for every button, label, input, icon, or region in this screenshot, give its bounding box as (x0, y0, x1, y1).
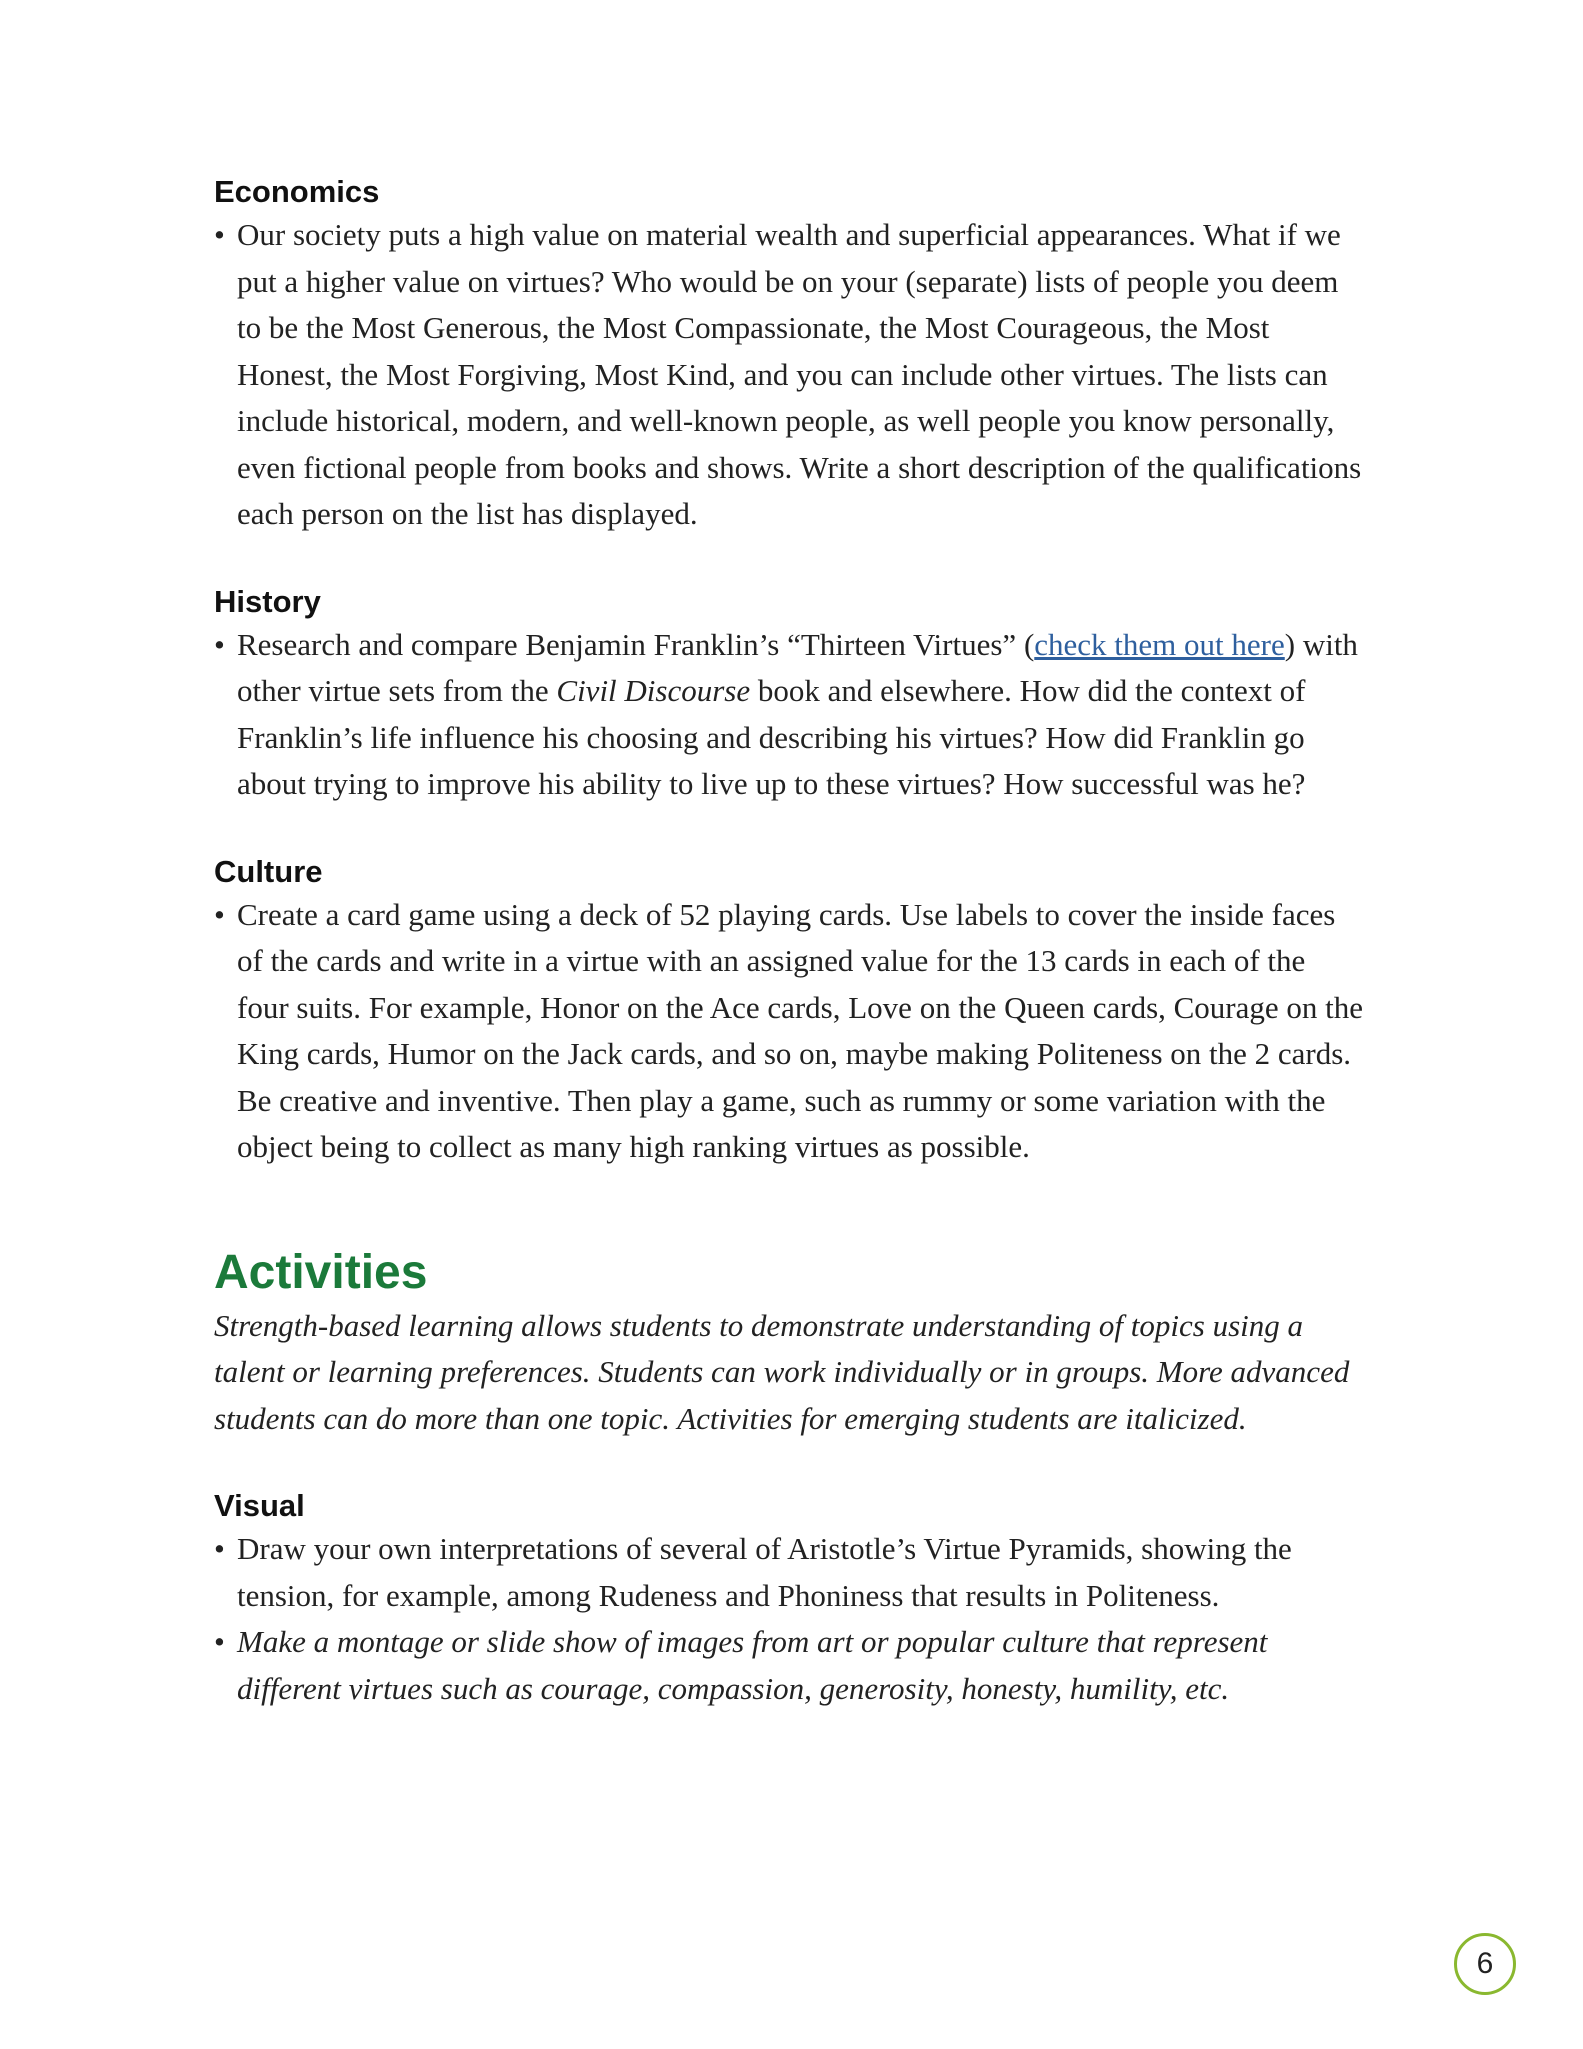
visual-list (214, 1526, 1364, 1712)
economics-heading: Economics (214, 174, 380, 209)
history-text-2: ) with other virtue sets from the (237, 626, 1358, 708)
history-bullet (214, 622, 1364, 808)
visual-bullet-1: • Draw your own interpretations of several of Aristotle’s Virtue Pyramids, showing the tension, for example, among Rudeness and Phoniness that results in Politeness. (214, 1526, 1364, 1619)
franklin-virtues-link[interactable]: check them out here (1034, 626, 1285, 662)
page-number-badge (1454, 1933, 1516, 1995)
page-number: 6 (1476, 1947, 1494, 1980)
visual-heading: Visual (214, 1488, 305, 1523)
activities-heading: Activities (214, 1245, 428, 1299)
culture-bullet: • Create a card game using a deck of 52 playing cards. Use labels to cover the inside faces of the cards and write in a virtue with an assigned value for the 13 cards in each of the four suits. For example, Honor on the Ace cards, Love on the Queen cards, Courage on the King cards, Humor on the Jack cards, and so on, maybe making Politeness on the 2 cards. Be creative and inventive. Then play a game, such as rummy or some variation with the object being to collect as many high ranking virtues as possible. (214, 892, 1364, 1171)
activities-intro: Strength-based learning allows students to demonstrate understanding of topics using a talent or learning preferences. Students can work individually or in groups. More advanced students can do more than one topic. Activities for emerging students are italicized. (214, 1307, 1350, 1436)
page-content (214, 172, 1364, 1712)
economics-list (214, 212, 1364, 538)
economics-bullet: • Our society puts a high value on material wealth and superficial appearances. What if we put a higher value on virtues? Who would be on your (separate) lists of people you deem to be the Most Generous, the Most Compassionate, the Most Courageous, the Most Honest, the Most Forgiving, Most Kind, and you can include other virtues. The lists can include historical, modern, and well-known people, as well people you know personally, even fictional people from books and shows. Write a short description of the qualifications each person on the list has displayed. (214, 212, 1364, 538)
visual-bullet-2-text: Make a montage or slide show of images from art or popular culture that represent different virtues such as courage, compassion, generosity, honesty, humility, etc. (237, 1624, 1268, 1706)
history-text-1: Research and compare Benjamin Franklin’s “Thirteen Virtues” ( (237, 626, 1035, 662)
visual-bullet-2 (214, 1619, 1364, 1712)
history-heading: History (214, 583, 321, 619)
history-list (214, 622, 1364, 808)
history-text-3: book and elsewhere. How did the context of Franklin’s life influence his choosing and describing his virtues? How did Franklin go about trying to improve his ability to live up to these virtues? How successful was he? (237, 673, 1306, 801)
culture-list (214, 892, 1364, 1171)
book-title: Civil Discourse (556, 673, 751, 708)
culture-heading: Culture (214, 853, 323, 889)
